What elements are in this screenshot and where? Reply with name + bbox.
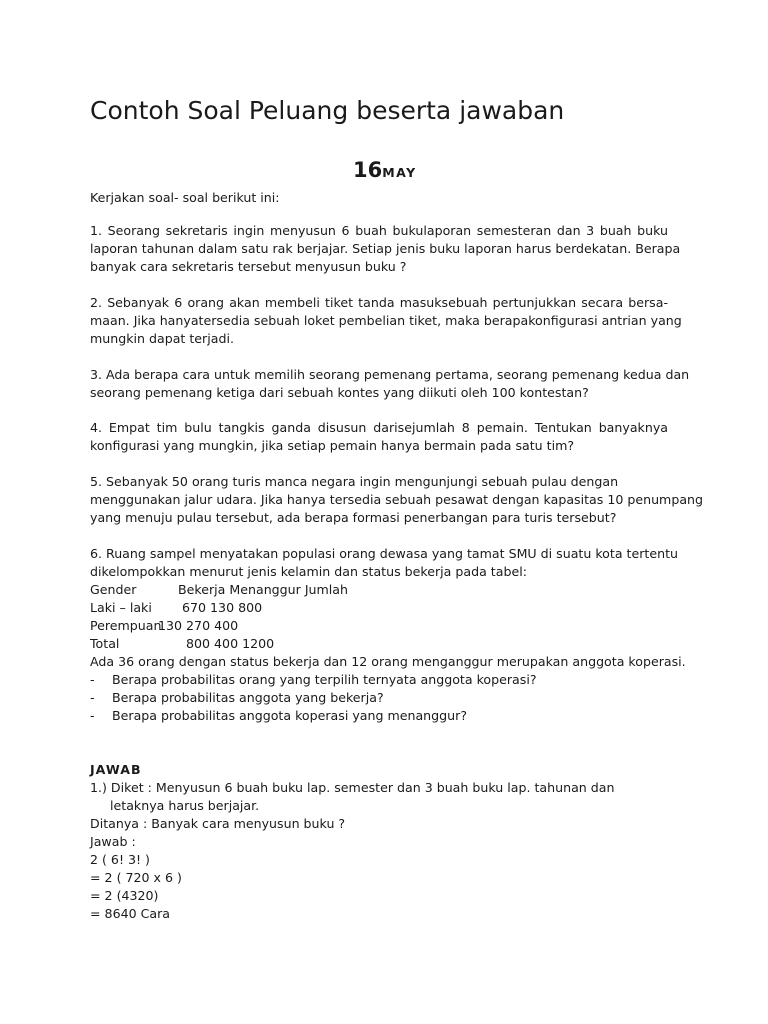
bullet-item	[90, 689, 384, 707]
question-1-line: banyak cara sekretaris tersebut menyusun buku ?	[90, 259, 407, 274]
question-4-line: konfigurasi yang mungkin, jika setiap pemain hanya bermain pada satu tim?	[90, 438, 575, 453]
bullet-dash: -	[90, 690, 95, 705]
answer-line: 2 ( 6! 3! )	[90, 852, 150, 867]
question-3-line: 3. Ada berapa cara untuk memilih seorang pemenang pertama, seorang pemenang kedua dan	[90, 367, 690, 382]
answer-line: = 8640 Cara	[90, 906, 171, 921]
question-2-line: 2. Sebanyak 6 orang akan membeli tiket tanda masuksebuah pertunjukkan secara bersa-	[90, 295, 668, 310]
answer-line: letaknya harus berjajar.	[90, 798, 260, 813]
question-2-line: mungkin dapat terjadi.	[90, 331, 234, 346]
answer-line: = 2 (4320)	[90, 888, 159, 903]
table-row-values: 800 400 1200	[186, 636, 275, 651]
document-title: Contoh Soal Peluang beserta jawaban	[90, 96, 565, 125]
table-row-values: 670 130 800	[182, 600, 263, 615]
date-day: 16	[353, 158, 383, 182]
table-row-values: 130 270 400	[158, 618, 239, 633]
bullet-text: Berapa probabilitas orang yang terpilih ternyata anggota koperasi?	[112, 672, 537, 687]
question-6-line: 6. Ruang sampel menyatakan populasi orang dewasa yang tamat SMU di suatu kota tertentu	[90, 546, 678, 561]
bullet-item	[90, 707, 467, 725]
question-5-line: yang menuju pulau tersebut, ada berapa formasi penerbangan para turis tersebut?	[90, 510, 617, 525]
bullet-text: Berapa probabilitas anggota yang bekerja?	[112, 690, 384, 705]
answer-line: = 2 ( 720 x 6 )	[90, 870, 182, 885]
table-header-values: Bekerja Menanggur Jumlah	[178, 582, 348, 597]
answer-line: Jawab :	[90, 834, 136, 849]
question-3-line: seorang pemenang ketiga dari sebuah kontes yang diikuti oleh 100 kontestan?	[90, 385, 589, 400]
table-header-label: Gender	[90, 582, 137, 597]
question-6-note: Ada 36 orang dengan status bekerja dan 12 orang menganggur merupakan anggota koperasi.	[90, 654, 686, 669]
bullet-item	[90, 671, 537, 689]
date-month: MAY	[382, 165, 417, 180]
question-6-line: dikelompokkan menurut jenis kelamin dan status bekerja pada tabel:	[90, 564, 527, 579]
question-1-line: laporan tahunan dalam satu rak berjajar. Setiap jenis buku laporan harus berdekatan. Berapa	[90, 241, 681, 256]
bullet-text: Berapa probabilitas anggota koperasi yang menanggur?	[112, 708, 467, 723]
question-1-line: 1. Seorang sekretaris ingin menyusun 6 buah bukulaporan semesteran dan 3 buah buku	[90, 223, 668, 238]
table-row-label: Laki – laki	[90, 600, 152, 615]
question-2-line: maan. Jika hanyatersedia sebuah loket pembelian tiket, maka berapakonfigurasi antrian yang	[90, 313, 682, 328]
table-row-label: Perempuan	[90, 618, 162, 633]
table-row-label: Total	[90, 636, 120, 651]
answer-line: 1.) Diket : Menyusun 6 buah buku lap. semester dan 3 buah buku lap. tahunan dan	[90, 780, 615, 795]
bullet-dash: -	[90, 708, 95, 723]
document-page	[90, 0, 704, 1024]
bullet-dash: -	[90, 672, 95, 687]
question-5-line: 5. Sebanyak 50 orang turis manca negara ingin mengunjungi sebuah pulau dengan	[90, 474, 619, 489]
post-date	[353, 158, 417, 182]
question-5-line: menggunakan jalur udara. Jika hanya tersedia sebuah pesawat dengan kapasitas 10 penumpang	[90, 492, 704, 507]
question-4-line: 4. Empat tim bulu tangkis ganda disusun darisejumlah 8 pemain. Tentukan banyaknya	[90, 420, 668, 435]
answer-line: Ditanya : Banyak cara menyusun buku ?	[90, 816, 346, 831]
answer-heading: JAWAB	[90, 762, 142, 777]
intro-text: Kerjakan soal- soal berikut ini:	[90, 190, 280, 205]
